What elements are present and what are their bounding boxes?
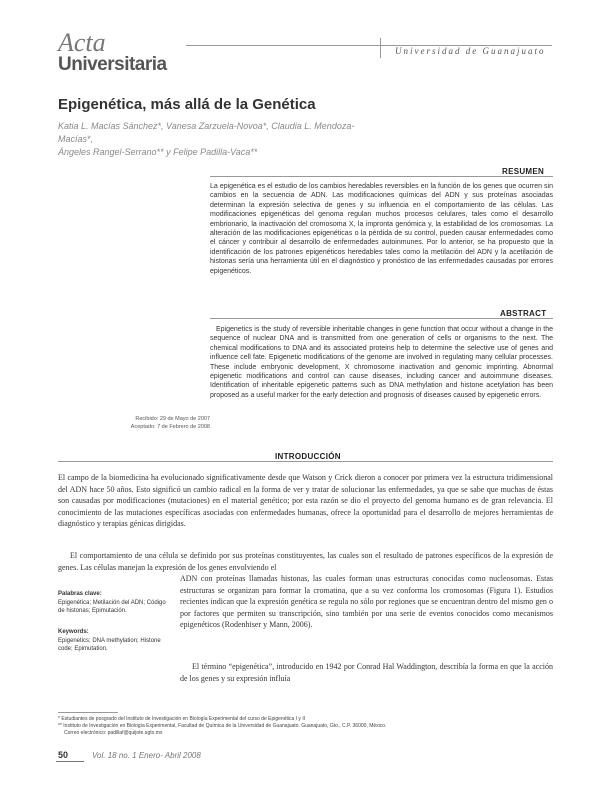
keywords-en <box>58 628 170 654</box>
resumen-heading: RESUMEN <box>502 167 545 176</box>
abstract-heading: ABSTRACT <box>500 309 547 318</box>
intro-paragraph-1: El campo de la biomedicina ha evolucionado significativamente desde que Watson y Crick dieron a conocer por primera vez la estructura tridimensional del ADN hace 50 años. Esto significó un cambio radical en la forma de ver y tratar de solucionar las enfermedades, ya que se sabe que muchas de éstas son causadas por modificaciones (mutaciones) en el material genético; por esta razón se dio el proyecto del genoma humano es de gran relevancia. El conocimiento de las mutaciones específicas asociadas con enfermedades humanas, ofrece la oportunidad para el desarrollo de mejores herramientas de diagnóstico y terapias génicas dirigidas. <box>58 473 553 528</box>
footnote-email: Correo electrónico: padillaf@quijote.ugto.mx <box>64 730 163 736</box>
journal-logo-universitaria: Universitaria <box>58 54 167 75</box>
intro-paragraph-3: El término “epigenética”, introducido en 1942 por Conrad Hal Waddington, describía la forma en que la acción de los genes y su expresión influía <box>180 662 553 683</box>
journal-logo-acta: Acta <box>58 28 106 57</box>
authors-line: Katia L. Macías Sánchez*, Vanesa Zarzuela-Novoa*, Claudia L. Mendoza-Macías*, <box>58 121 355 144</box>
keywords-en-text: Epigenetics; DNA methylation; Histone code; Epimutation. <box>58 637 161 652</box>
abstract-rule <box>210 318 553 319</box>
accepted-date: Aceptado: 7 de Febrero de 2008 <box>130 424 210 430</box>
intro-paragraph-2: El comportamiento de una célula se definido por sus proteínas constituyentes, las cuales son el resultado de patrones específicos de la expresión de genes. Las células manejan la expresión de los genes envolviendo el <box>58 551 553 572</box>
keywords-es <box>58 590 170 616</box>
authors <box>58 120 388 159</box>
footnotes <box>58 716 553 737</box>
volume-info: Vol. 18 no. 1 Enero- Abril 2008 <box>92 751 201 760</box>
keywords-en-heading: Keywords: <box>58 629 89 635</box>
introduccion-rule <box>58 461 553 462</box>
footnote-rule <box>58 712 118 713</box>
keywords-es-text: Epigenética; Metilación del ADN; Código de histonas; Epimutación. <box>58 599 166 614</box>
article-title: Epigenética, más allá de la Genética <box>58 96 316 113</box>
article-dates <box>120 415 210 431</box>
resumen-rule <box>210 176 553 177</box>
introduccion-heading: INTRODUCCIÓN <box>275 452 341 461</box>
received-date: Recibido: 29 de Mayo de 2007 <box>135 416 210 422</box>
authors-line: Ángeles Rangel-Serrano** y Felipe Padilla-Vaca** <box>58 147 258 157</box>
resumen-text: La epigenética es el estudio de los cambios heredables reversibles en la función de los genes que ocurren sin cambios en la secuencia de ADN. Las modificaciones químicas del ADN y sus proteínas asociadas determinan la expresión selectiva de genes y su influencia en el comportamiento de las células. Las modificaciones epigenéticas del genoma regulan muchos procesos celulares, tales como el desarrollo embrionario, la inactivación del cromosoma X, la impronta genómica y, la estabilidad de los cromosomas. La alteración de las modificaciones epigenéticas o la pérdida de su control, pueden causar enfermedades como el cáncer y contribuir al desarrollo de enfermedades autoinmunes. Por lo anterior, se ha propuesto que la identificación de los patrones epigenéticos heredables tales como la metilación del ADN y la acetilación de histonas sería una herramienta útil en el diagnóstico y pronóstico de las enfermedades causadas por errores epigenéticos. <box>210 183 553 275</box>
page-number-rule <box>56 761 84 762</box>
footnote: * Estudiantes de posgrado del Instituto de Investigación en Biología Experimental del curso de Epigenética I y II <box>58 716 306 722</box>
intro-paragraph-2-cont: ADN con proteínas llamadas histonas, las cuales forman unas estructuras conocidas como nucleosomas. Estas estructuras se organizan para formar la cromatina, que a su vez conforma los cromosomas (Figura 1). Estudios recientes indican que la expresión genética se regula no sólo por regiones que se encuentran dentro del mismo gen o por factores que permiten su transcripción, sino también por una serie de eventos conocidos como mecanismos epigenéticos (Rodenhiser y Mann, 2006). <box>180 574 553 629</box>
header-divider <box>380 38 381 58</box>
keywords-es-heading: Palabras clave: <box>58 591 102 597</box>
page-number: 50 <box>58 750 69 760</box>
footnote: ** Instituto de Investigación en Biología Experimental, Facultad de Química de la Universidad de Guanajuato. Guanajuato, Gto., C.P. 36000, México. <box>58 723 387 729</box>
abstract-text: Epigenetics is the study of reversible inheritable changes in gene function that occur without a change in the sequence of nuclear DNA and is transmitted from one generation of cells or organisms to the next. The chemical modifications to DNA and its associated proteins help to determine the selective use of genes and influence cell fate. Epigenetic modifications of the genome are involved in regulating many cellular processes. These include embryonic development, X chromosome inactivation and genomic imprinting. Abnormal epigenetic modifications and control can cause diseases, including cancer and autoimmune diseases. Identification of inheritable epigenetic patterns such as DNA methylation and histone acetylation has been proposed as a useful marker for the early detection and prognosis of diseases caused by epigenetic errors. <box>210 326 553 399</box>
journal-header: Universidad de Guanajuato <box>395 46 546 56</box>
